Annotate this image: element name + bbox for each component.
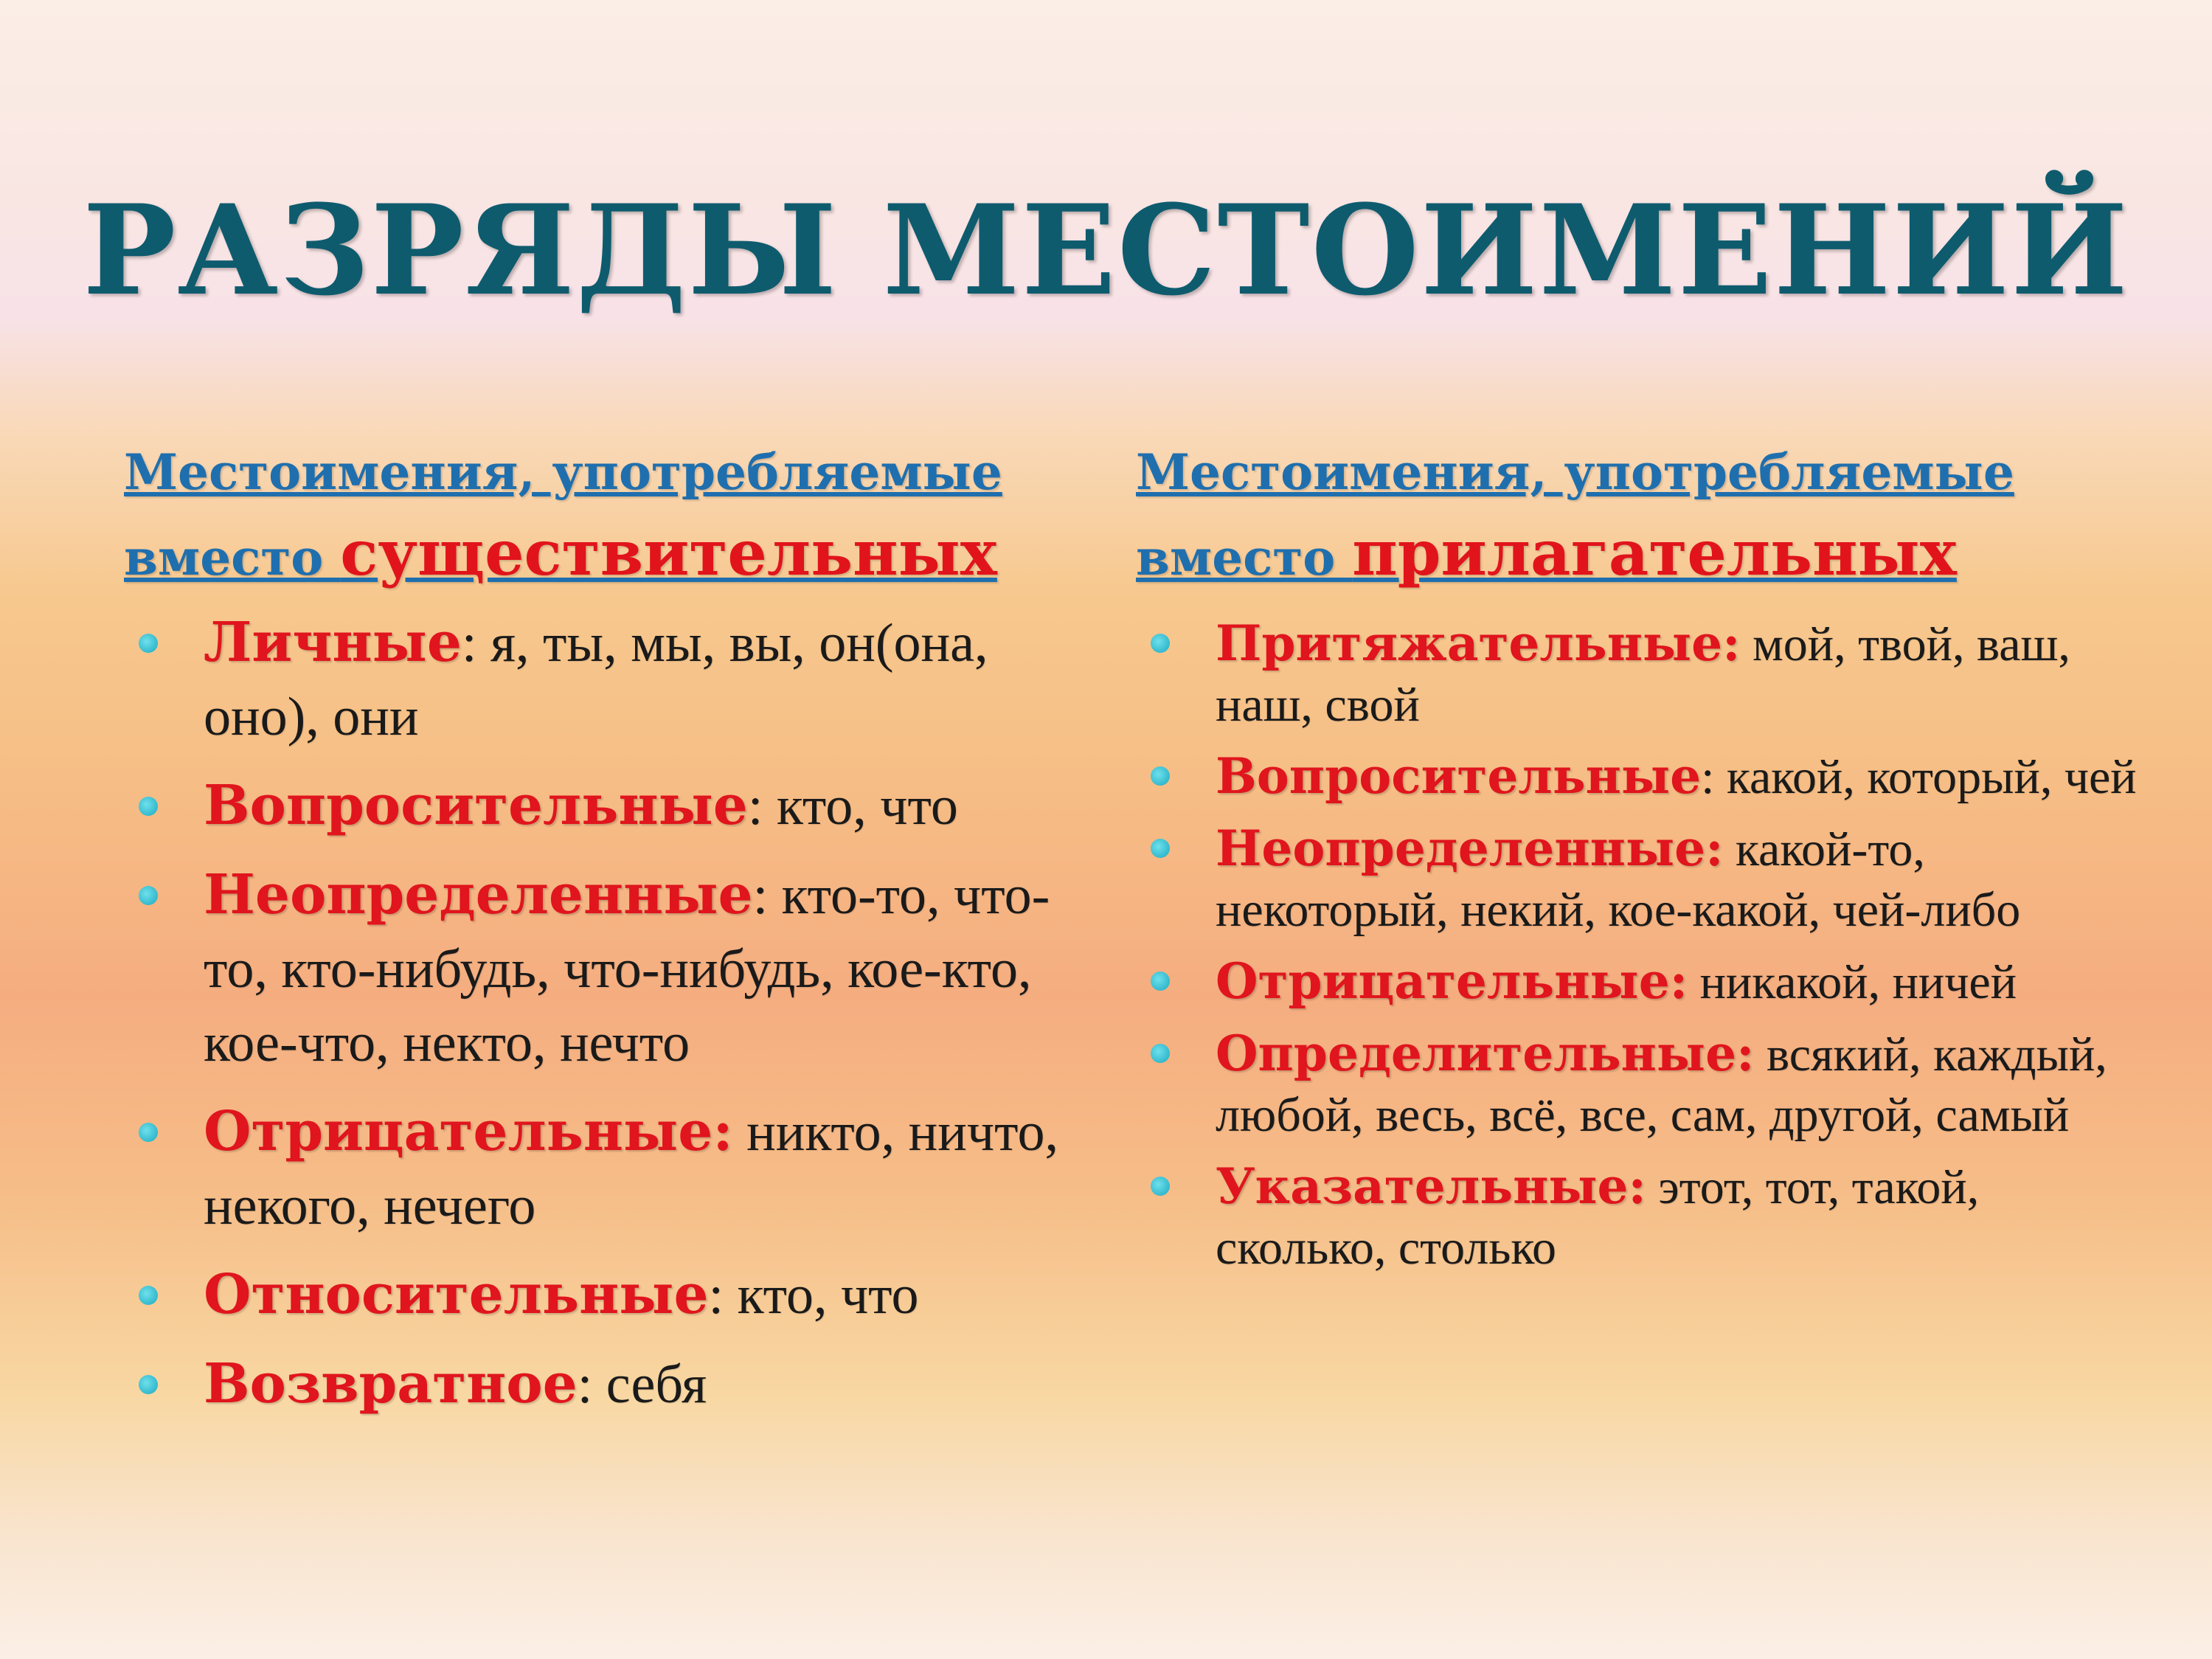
- item-term: Личные: [204, 611, 462, 674]
- list-item-relative: [124, 1258, 1083, 1332]
- bullet-icon: [1151, 766, 1170, 786]
- nouns-heading-prefix: вместо: [124, 529, 341, 586]
- item-term: Вопросительные: [1216, 747, 1702, 805]
- list-item-negative: [1136, 951, 2139, 1013]
- adjectives-heading-emphasis: прилагательных: [1352, 516, 1957, 589]
- bullet-icon: [139, 1123, 158, 1142]
- bullet-icon: [1151, 1177, 1170, 1196]
- adjectives-heading-prefix: вместо: [1136, 529, 1353, 586]
- item-term: Отрицательные:: [1216, 952, 1688, 1010]
- bullet-icon: [139, 1375, 158, 1394]
- item-term: Возвратное: [204, 1352, 578, 1416]
- bullet-icon: [1151, 634, 1170, 653]
- adjectives-list: [1136, 613, 2139, 1278]
- item-term: Отрицательные:: [204, 1100, 733, 1163]
- bullet-icon: [139, 1286, 158, 1305]
- adjectives-heading: [1136, 432, 2139, 598]
- list-item-indefinite: [1136, 818, 2139, 941]
- item-desc: всякий, каждый, любой, весь, всё, все, сам, другой, самый: [1216, 1028, 2107, 1142]
- item-desc: : какой, который, чей: [1701, 750, 2137, 804]
- list-item-demonstrative: [1136, 1156, 2139, 1278]
- adjectives-column: [1136, 432, 2139, 1289]
- item-desc: : себя: [577, 1354, 707, 1415]
- item-term: Неопределенные:: [1216, 820, 1724, 877]
- item-desc: : кто, что: [708, 1265, 919, 1326]
- item-desc: : кто, что: [747, 776, 958, 837]
- nouns-column: [124, 432, 1083, 1436]
- item-term: Вопросительные: [204, 774, 748, 837]
- item-term: Относительные: [204, 1263, 709, 1326]
- list-item-indefinite: [124, 858, 1083, 1080]
- bullet-icon: [139, 886, 158, 905]
- bullet-icon: [139, 797, 158, 816]
- list-item-negative: [124, 1095, 1083, 1243]
- item-desc: : я, ты, мы, вы, он(она, оно), они: [204, 613, 988, 747]
- item-term: Неопределенные: [204, 863, 753, 927]
- nouns-heading-emphasis: существительных: [340, 516, 997, 589]
- item-desc: этот, тот, такой, сколько, столько: [1216, 1160, 1980, 1275]
- nouns-heading-line2: [124, 513, 1083, 598]
- item-desc: никто, ничто, некого, нечего: [204, 1102, 1058, 1236]
- list-item-definitive: [1136, 1023, 2139, 1146]
- list-item-interrogative: [1136, 746, 2139, 808]
- item-term: Определительные:: [1216, 1025, 1755, 1082]
- item-desc: никакой, ничей: [1688, 955, 2017, 1009]
- item-desc: какой-то, некоторый, некий, кое-какой, чей-либо: [1216, 822, 2021, 937]
- page-title: РАЗРЯДЫ МЕСТОИМЕНИЙ: [83, 177, 2129, 323]
- nouns-heading-line1: Местоимения, употребляемые: [124, 443, 1002, 501]
- bullet-icon: [139, 634, 158, 653]
- item-term: Указательные:: [1216, 1157, 1646, 1215]
- nouns-list: [124, 606, 1083, 1421]
- item-desc: : кто-то, что-то, кто-нибудь, что-нибудь, кое-кто, кое-что, некто, нечто: [204, 865, 1050, 1073]
- list-item-interrogative: [124, 769, 1083, 843]
- bullet-icon: [1151, 971, 1170, 991]
- item-desc: мой, твой, ваш, наш, свой: [1216, 617, 2070, 732]
- bullet-icon: [1151, 1044, 1170, 1063]
- list-item-personal: [124, 606, 1083, 754]
- nouns-heading: [124, 432, 1083, 598]
- item-term: Притяжательные:: [1216, 614, 1741, 672]
- adjectives-heading-line2: [1136, 513, 2139, 598]
- bullet-icon: [1151, 839, 1170, 858]
- list-item-possessive: [1136, 613, 2139, 735]
- adjectives-heading-line1: Местоимения, употребляемые: [1136, 443, 2014, 501]
- list-item-reflexive: [124, 1347, 1083, 1421]
